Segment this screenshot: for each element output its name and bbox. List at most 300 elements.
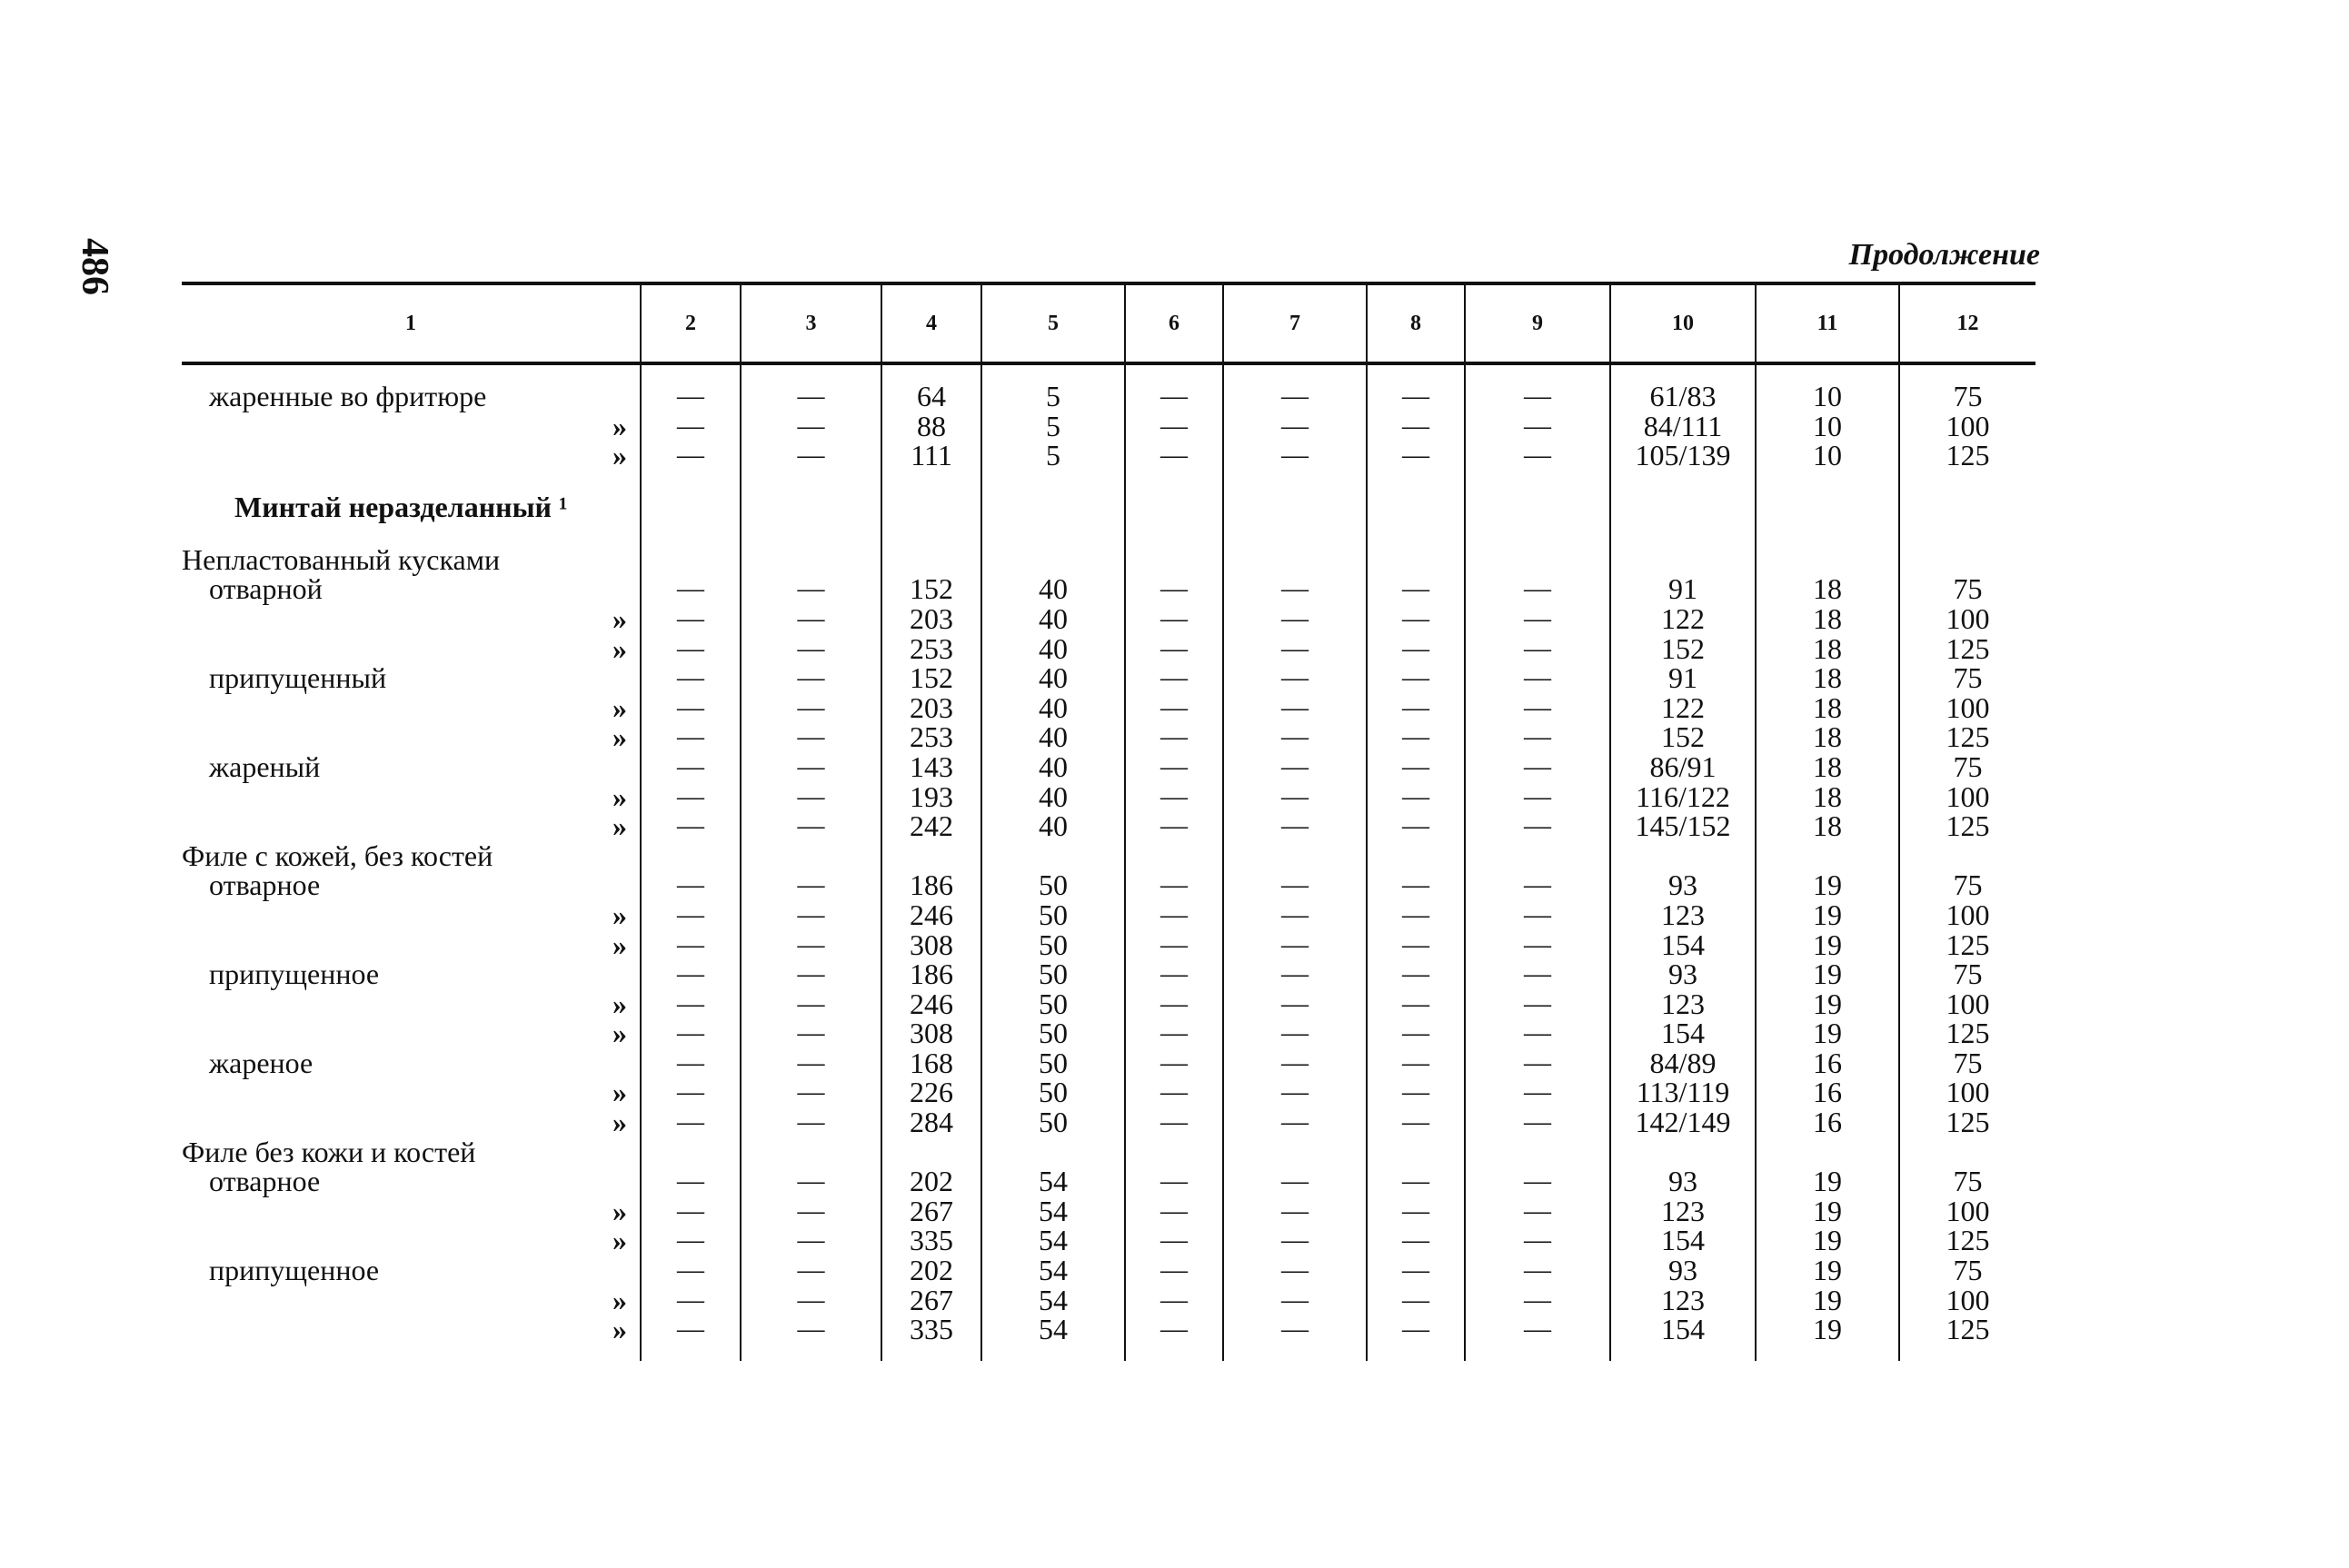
value-cell-col-11 <box>1756 841 1899 871</box>
value-cell-col-12: 125 <box>1899 441 2035 471</box>
value-cell-col-4: 186 <box>881 870 981 900</box>
value-cell-col-6: — <box>1125 752 1223 782</box>
column-header-4: 4 <box>881 283 981 363</box>
value-cell-col-3: — <box>741 412 881 442</box>
spacer-cell <box>1899 363 2035 382</box>
value-cell-col-5: 54 <box>981 1166 1125 1196</box>
value-cell-col-3: — <box>741 900 881 930</box>
name-cell <box>182 930 641 960</box>
name-cell <box>182 841 641 871</box>
value-cell-col-3: — <box>741 1077 881 1107</box>
value-cell-col-8: — <box>1367 722 1465 752</box>
value-cell-col-12 <box>1899 487 2035 529</box>
value-cell-col-9: — <box>1465 634 1610 664</box>
name-cell <box>182 722 641 752</box>
value-cell-col-3 <box>741 487 881 529</box>
value-cell-col-6: — <box>1125 382 1223 412</box>
dish-name: припущенное <box>209 958 380 991</box>
table-row <box>182 1226 2035 1255</box>
value-cell-col-5: 54 <box>981 1315 1125 1345</box>
value-cell-col-7: — <box>1223 634 1367 664</box>
value-cell-col-10: 123 <box>1610 989 1756 1019</box>
value-cell-col-9: — <box>1465 752 1610 782</box>
value-cell-col-8: — <box>1367 870 1465 900</box>
group-title: Филе без кожи и костей <box>182 1135 476 1168</box>
value-cell-col-2: — <box>641 959 741 989</box>
value-cell-col-5: 40 <box>981 574 1125 604</box>
value-cell-col-11: 19 <box>1756 930 1899 960</box>
column-header-11: 11 <box>1756 283 1899 363</box>
spacer-cell <box>1465 529 1610 545</box>
nutrition-table-container <box>182 282 2035 1361</box>
value-cell-col-11: 10 <box>1756 382 1899 412</box>
value-cell-col-11: 19 <box>1756 1018 1899 1048</box>
value-cell-col-12: 75 <box>1899 574 2035 604</box>
value-cell-col-8: — <box>1367 1166 1465 1196</box>
value-cell-col-9: — <box>1465 382 1610 412</box>
value-cell-col-10 <box>1610 487 1756 529</box>
name-cell <box>182 900 641 930</box>
value-cell-col-2 <box>641 1137 741 1167</box>
value-cell-col-8: — <box>1367 959 1465 989</box>
value-cell-col-11 <box>1756 545 1899 575</box>
spacer-cell <box>641 363 741 382</box>
value-cell-col-5 <box>981 841 1125 871</box>
ditto-mark: » <box>612 898 627 931</box>
value-cell-col-6: — <box>1125 870 1223 900</box>
value-cell-col-5: 50 <box>981 989 1125 1019</box>
value-cell-col-4: 202 <box>881 1166 981 1196</box>
value-cell-col-9: — <box>1465 959 1610 989</box>
value-cell-col-9: — <box>1465 663 1610 693</box>
name-cell <box>182 1166 641 1196</box>
value-cell-col-10: 152 <box>1610 722 1756 752</box>
name-cell <box>182 1196 641 1226</box>
ditto-mark: » <box>612 409 627 442</box>
spacer-row <box>182 471 2035 487</box>
value-cell-col-11: 19 <box>1756 1315 1899 1345</box>
value-cell-col-2 <box>641 545 741 575</box>
value-cell-col-2: — <box>641 1315 741 1345</box>
value-cell-col-2 <box>641 841 741 871</box>
value-cell-col-4: 284 <box>881 1107 981 1137</box>
value-cell-col-12: 75 <box>1899 752 2035 782</box>
value-cell-col-10: 142/149 <box>1610 1107 1756 1137</box>
value-cell-col-5: 5 <box>981 412 1125 442</box>
value-cell-col-11: 19 <box>1756 1166 1899 1196</box>
value-cell-col-7: — <box>1223 722 1367 752</box>
value-cell-col-10: 154 <box>1610 1315 1756 1345</box>
ditto-mark: » <box>612 720 627 754</box>
value-cell-col-9: — <box>1465 604 1610 634</box>
value-cell-col-6: — <box>1125 1196 1223 1226</box>
spacer-cell <box>1465 471 1610 487</box>
value-cell-col-9: — <box>1465 1107 1610 1137</box>
table-row <box>182 663 2035 693</box>
value-cell-col-12: 75 <box>1899 959 2035 989</box>
value-cell-col-2: — <box>641 722 741 752</box>
value-cell-col-10: 123 <box>1610 1196 1756 1226</box>
dish-name: отварное <box>209 1165 321 1198</box>
spacer-cell <box>1899 471 2035 487</box>
column-header-3: 3 <box>741 283 881 363</box>
section-title: Минтай неразделанный ¹ <box>234 491 568 524</box>
value-cell-col-6: — <box>1125 634 1223 664</box>
value-cell-col-4: 267 <box>881 1285 981 1315</box>
spacer-cell <box>1367 471 1465 487</box>
column-header-1: 1 <box>182 283 641 363</box>
value-cell-col-8 <box>1367 545 1465 575</box>
name-cell <box>182 542 641 576</box>
value-cell-col-2: — <box>641 634 741 664</box>
ditto-mark: » <box>612 1194 627 1227</box>
value-cell-col-5 <box>981 487 1125 529</box>
value-cell-col-6: — <box>1125 441 1223 471</box>
value-cell-col-4: 253 <box>881 722 981 752</box>
value-cell-col-8: — <box>1367 1077 1465 1107</box>
spacer-cell <box>981 471 1125 487</box>
name-cell <box>182 1255 641 1285</box>
value-cell-col-12: 125 <box>1899 634 2035 664</box>
value-cell-col-7: — <box>1223 782 1367 812</box>
value-cell-col-9: — <box>1465 1048 1610 1078</box>
name-cell <box>182 1077 641 1107</box>
spacer-cell <box>641 471 741 487</box>
header-row <box>182 283 2035 363</box>
value-cell-col-8: — <box>1367 811 1465 841</box>
spacer-cell <box>981 363 1125 382</box>
value-cell-col-11 <box>1756 1137 1899 1167</box>
value-cell-col-7: — <box>1223 382 1367 412</box>
value-cell-col-9: — <box>1465 1226 1610 1255</box>
value-cell-col-6 <box>1125 1137 1223 1167</box>
spacer-cell <box>1610 529 1756 545</box>
value-cell-col-11: 19 <box>1756 1285 1899 1315</box>
value-cell-col-4: 111 <box>881 441 981 471</box>
name-cell <box>182 409 641 442</box>
value-cell-col-3: — <box>741 930 881 960</box>
table-row <box>182 811 2035 841</box>
value-cell-col-2: — <box>641 663 741 693</box>
value-cell-col-9: — <box>1465 1315 1610 1345</box>
value-cell-col-12: 125 <box>1899 930 2035 960</box>
value-cell-col-10 <box>1610 841 1756 871</box>
value-cell-col-7: — <box>1223 811 1367 841</box>
value-cell-col-12: 125 <box>1899 1315 2035 1345</box>
value-cell-col-4: 226 <box>881 1077 981 1107</box>
group-row <box>182 841 2035 871</box>
value-cell-col-3: — <box>741 782 881 812</box>
value-cell-col-7: — <box>1223 693 1367 723</box>
value-cell-col-8: — <box>1367 412 1465 442</box>
ditto-mark: » <box>612 690 627 724</box>
value-cell-col-9: — <box>1465 1196 1610 1226</box>
value-cell-col-10: 93 <box>1610 1166 1756 1196</box>
value-cell-col-4 <box>881 1137 981 1167</box>
value-cell-col-7: — <box>1223 574 1367 604</box>
dish-name: отварной <box>209 572 323 606</box>
dish-name: припущенное <box>209 1254 380 1287</box>
table-header <box>182 283 2035 363</box>
value-cell-col-12: 75 <box>1899 1166 2035 1196</box>
dish-name: жаренные во фритюре <box>209 380 487 412</box>
value-cell-col-5: 40 <box>981 752 1125 782</box>
ditto-mark: » <box>612 1313 627 1346</box>
spacer-cell <box>881 471 981 487</box>
spacer-cell <box>981 529 1125 545</box>
value-cell-col-11: 19 <box>1756 1255 1899 1285</box>
value-cell-col-6: — <box>1125 1048 1223 1078</box>
name-cell <box>182 631 641 665</box>
value-cell-col-6: — <box>1125 693 1223 723</box>
value-cell-col-4 <box>881 545 981 575</box>
table-row <box>182 1018 2035 1048</box>
value-cell-col-6: — <box>1125 1166 1223 1196</box>
value-cell-col-4 <box>881 841 981 871</box>
value-cell-col-4: 246 <box>881 989 981 1019</box>
value-cell-col-4: 64 <box>881 382 981 412</box>
value-cell-col-4 <box>881 487 981 529</box>
spacer-cell <box>741 363 881 382</box>
value-cell-col-6: — <box>1125 989 1223 1019</box>
value-cell-col-4: 186 <box>881 959 981 989</box>
value-cell-col-10: 105/139 <box>1610 441 1756 471</box>
value-cell-col-7: — <box>1223 1166 1367 1196</box>
value-cell-col-6: — <box>1125 722 1223 752</box>
name-cell <box>182 601 641 635</box>
name-cell <box>182 779 641 813</box>
spacer-cell <box>1223 363 1367 382</box>
value-cell-col-8: — <box>1367 1018 1465 1048</box>
ditto-mark: » <box>612 631 627 665</box>
value-cell-col-10: 93 <box>1610 1255 1756 1285</box>
value-cell-col-12: 100 <box>1899 604 2035 634</box>
spacer-cell <box>1756 529 1899 545</box>
spacer-cell <box>1223 529 1367 545</box>
value-cell-col-7: — <box>1223 663 1367 693</box>
spacer-cell <box>1223 471 1367 487</box>
spacer-cell <box>1367 529 1465 545</box>
value-cell-col-8: — <box>1367 752 1465 782</box>
value-cell-col-9: — <box>1465 930 1610 960</box>
value-cell-col-8: — <box>1367 693 1465 723</box>
value-cell-col-10: 122 <box>1610 693 1756 723</box>
value-cell-col-5: 54 <box>981 1255 1125 1285</box>
nutrition-table <box>182 282 2035 1361</box>
value-cell-col-3: — <box>741 752 881 782</box>
ditto-mark: » <box>612 1106 627 1139</box>
group-title: Непластованный кусками <box>182 542 501 576</box>
value-cell-col-2: — <box>641 1048 741 1078</box>
table-body <box>182 363 2035 1361</box>
spacer-cell <box>1465 1345 1610 1361</box>
ditto-mark: » <box>612 779 627 813</box>
value-cell-col-7: — <box>1223 1255 1367 1285</box>
name-cell <box>182 1107 641 1137</box>
value-cell-col-7: — <box>1223 441 1367 471</box>
table-row <box>182 604 2035 634</box>
value-cell-col-3 <box>741 1137 881 1167</box>
value-cell-col-6: — <box>1125 663 1223 693</box>
spacer-cell <box>1125 363 1223 382</box>
value-cell-col-2: — <box>641 382 741 412</box>
value-cell-col-5 <box>981 545 1125 575</box>
value-cell-col-8: — <box>1367 663 1465 693</box>
column-header-5: 5 <box>981 283 1125 363</box>
value-cell-col-8: — <box>1367 441 1465 471</box>
spacer-cell <box>641 529 741 545</box>
spacer-cell <box>1367 1345 1465 1361</box>
dish-name: жареный <box>209 749 321 783</box>
value-cell-col-4: 253 <box>881 634 981 664</box>
table-row <box>182 634 2035 664</box>
value-cell-col-6: — <box>1125 811 1223 841</box>
value-cell-col-3: — <box>741 604 881 634</box>
value-cell-col-11: 19 <box>1756 959 1899 989</box>
value-cell-col-5: 54 <box>981 1285 1125 1315</box>
value-cell-col-4: 267 <box>881 1196 981 1226</box>
value-cell-col-6: — <box>1125 1255 1223 1285</box>
name-cell <box>182 989 641 1019</box>
ditto-mark: » <box>612 1076 627 1109</box>
value-cell-col-10: 154 <box>1610 1226 1756 1255</box>
value-cell-col-6: — <box>1125 930 1223 960</box>
spacer-cell <box>182 1345 641 1361</box>
value-cell-col-10: 122 <box>1610 604 1756 634</box>
value-cell-col-7: — <box>1223 930 1367 960</box>
value-cell-col-7: — <box>1223 900 1367 930</box>
value-cell-col-11: 18 <box>1756 693 1899 723</box>
value-cell-col-5: 50 <box>981 1048 1125 1078</box>
value-cell-col-3: — <box>741 441 881 471</box>
column-header-9: 9 <box>1465 283 1610 363</box>
value-cell-col-3: — <box>741 1285 881 1315</box>
value-cell-col-12: 100 <box>1899 1285 2035 1315</box>
value-cell-col-7: — <box>1223 1315 1367 1345</box>
value-cell-col-10: 93 <box>1610 959 1756 989</box>
value-cell-col-6: — <box>1125 574 1223 604</box>
value-cell-col-2 <box>641 487 741 529</box>
value-cell-col-9: — <box>1465 900 1610 930</box>
value-cell-col-2: — <box>641 870 741 900</box>
value-cell-col-2: — <box>641 752 741 782</box>
value-cell-col-4: 152 <box>881 663 981 693</box>
value-cell-col-9: — <box>1465 811 1610 841</box>
table-row <box>182 1107 2035 1137</box>
value-cell-col-9: — <box>1465 693 1610 723</box>
spacer-cell <box>1610 363 1756 382</box>
value-cell-col-12: 75 <box>1899 382 2035 412</box>
table-row <box>182 1077 2035 1107</box>
value-cell-col-12: 75 <box>1899 663 2035 693</box>
value-cell-col-8 <box>1367 487 1465 529</box>
value-cell-col-8: — <box>1367 1315 1465 1345</box>
value-cell-col-4: 193 <box>881 782 981 812</box>
value-cell-col-12: 100 <box>1899 1196 2035 1226</box>
value-cell-col-8: — <box>1367 900 1465 930</box>
value-cell-col-10: 154 <box>1610 1018 1756 1048</box>
value-cell-col-9: — <box>1465 782 1610 812</box>
table-row <box>182 959 2035 989</box>
table-row <box>182 574 2035 604</box>
name-cell <box>182 870 641 900</box>
value-cell-col-3: — <box>741 1048 881 1078</box>
name-cell <box>182 690 641 724</box>
ditto-mark: » <box>612 928 627 961</box>
column-header-2: 2 <box>641 283 741 363</box>
value-cell-col-11: 18 <box>1756 722 1899 752</box>
group-row <box>182 1137 2035 1167</box>
value-cell-col-5: 50 <box>981 1107 1125 1137</box>
table-row <box>182 382 2035 412</box>
spacer-cell <box>741 471 881 487</box>
column-header-12: 12 <box>1899 283 2035 363</box>
value-cell-col-5 <box>981 1137 1125 1167</box>
ditto-mark: » <box>612 809 627 843</box>
table-row <box>182 782 2035 812</box>
value-cell-col-3: — <box>741 722 881 752</box>
value-cell-col-7: — <box>1223 604 1367 634</box>
value-cell-col-3: — <box>741 870 881 900</box>
table-row <box>182 1196 2035 1226</box>
value-cell-col-10: 123 <box>1610 1285 1756 1315</box>
value-cell-col-12: 100 <box>1899 412 2035 442</box>
value-cell-col-11: 18 <box>1756 634 1899 664</box>
value-cell-col-11: 18 <box>1756 811 1899 841</box>
value-cell-col-12: 75 <box>1899 870 2035 900</box>
value-cell-col-10: 86/91 <box>1610 752 1756 782</box>
spacer-cell <box>1465 363 1610 382</box>
name-cell <box>182 1137 641 1167</box>
value-cell-col-6: — <box>1125 604 1223 634</box>
value-cell-col-9: — <box>1465 574 1610 604</box>
section-row <box>182 487 2035 529</box>
value-cell-col-9 <box>1465 487 1610 529</box>
value-cell-col-6 <box>1125 487 1223 529</box>
value-cell-col-12: 100 <box>1899 693 2035 723</box>
value-cell-col-10: 116/122 <box>1610 782 1756 812</box>
value-cell-col-12: 125 <box>1899 1018 2035 1048</box>
value-cell-col-7 <box>1223 841 1367 871</box>
name-cell <box>182 811 641 841</box>
value-cell-col-8: — <box>1367 989 1465 1019</box>
table-row <box>182 693 2035 723</box>
value-cell-col-7: — <box>1223 1048 1367 1078</box>
value-cell-col-9: — <box>1465 412 1610 442</box>
value-cell-col-11: 16 <box>1756 1107 1899 1137</box>
value-cell-col-3: — <box>741 382 881 412</box>
value-cell-col-8: — <box>1367 634 1465 664</box>
value-cell-col-4: 168 <box>881 1048 981 1078</box>
value-cell-col-7: — <box>1223 412 1367 442</box>
value-cell-col-10 <box>1610 1137 1756 1167</box>
value-cell-col-5: 40 <box>981 782 1125 812</box>
spacer-cell <box>1756 1345 1899 1361</box>
value-cell-col-12 <box>1899 545 2035 575</box>
value-cell-col-6: — <box>1125 1107 1223 1137</box>
value-cell-col-2: — <box>641 1285 741 1315</box>
spacer-cell <box>182 471 641 487</box>
value-cell-col-7: — <box>1223 870 1367 900</box>
value-cell-col-3: — <box>741 1166 881 1196</box>
value-cell-col-9: — <box>1465 1285 1610 1315</box>
value-cell-col-7: — <box>1223 1285 1367 1315</box>
value-cell-col-5: 50 <box>981 900 1125 930</box>
value-cell-col-3: — <box>741 634 881 664</box>
value-cell-col-2: — <box>641 1077 741 1107</box>
value-cell-col-7: — <box>1223 1018 1367 1048</box>
value-cell-col-10: 93 <box>1610 870 1756 900</box>
